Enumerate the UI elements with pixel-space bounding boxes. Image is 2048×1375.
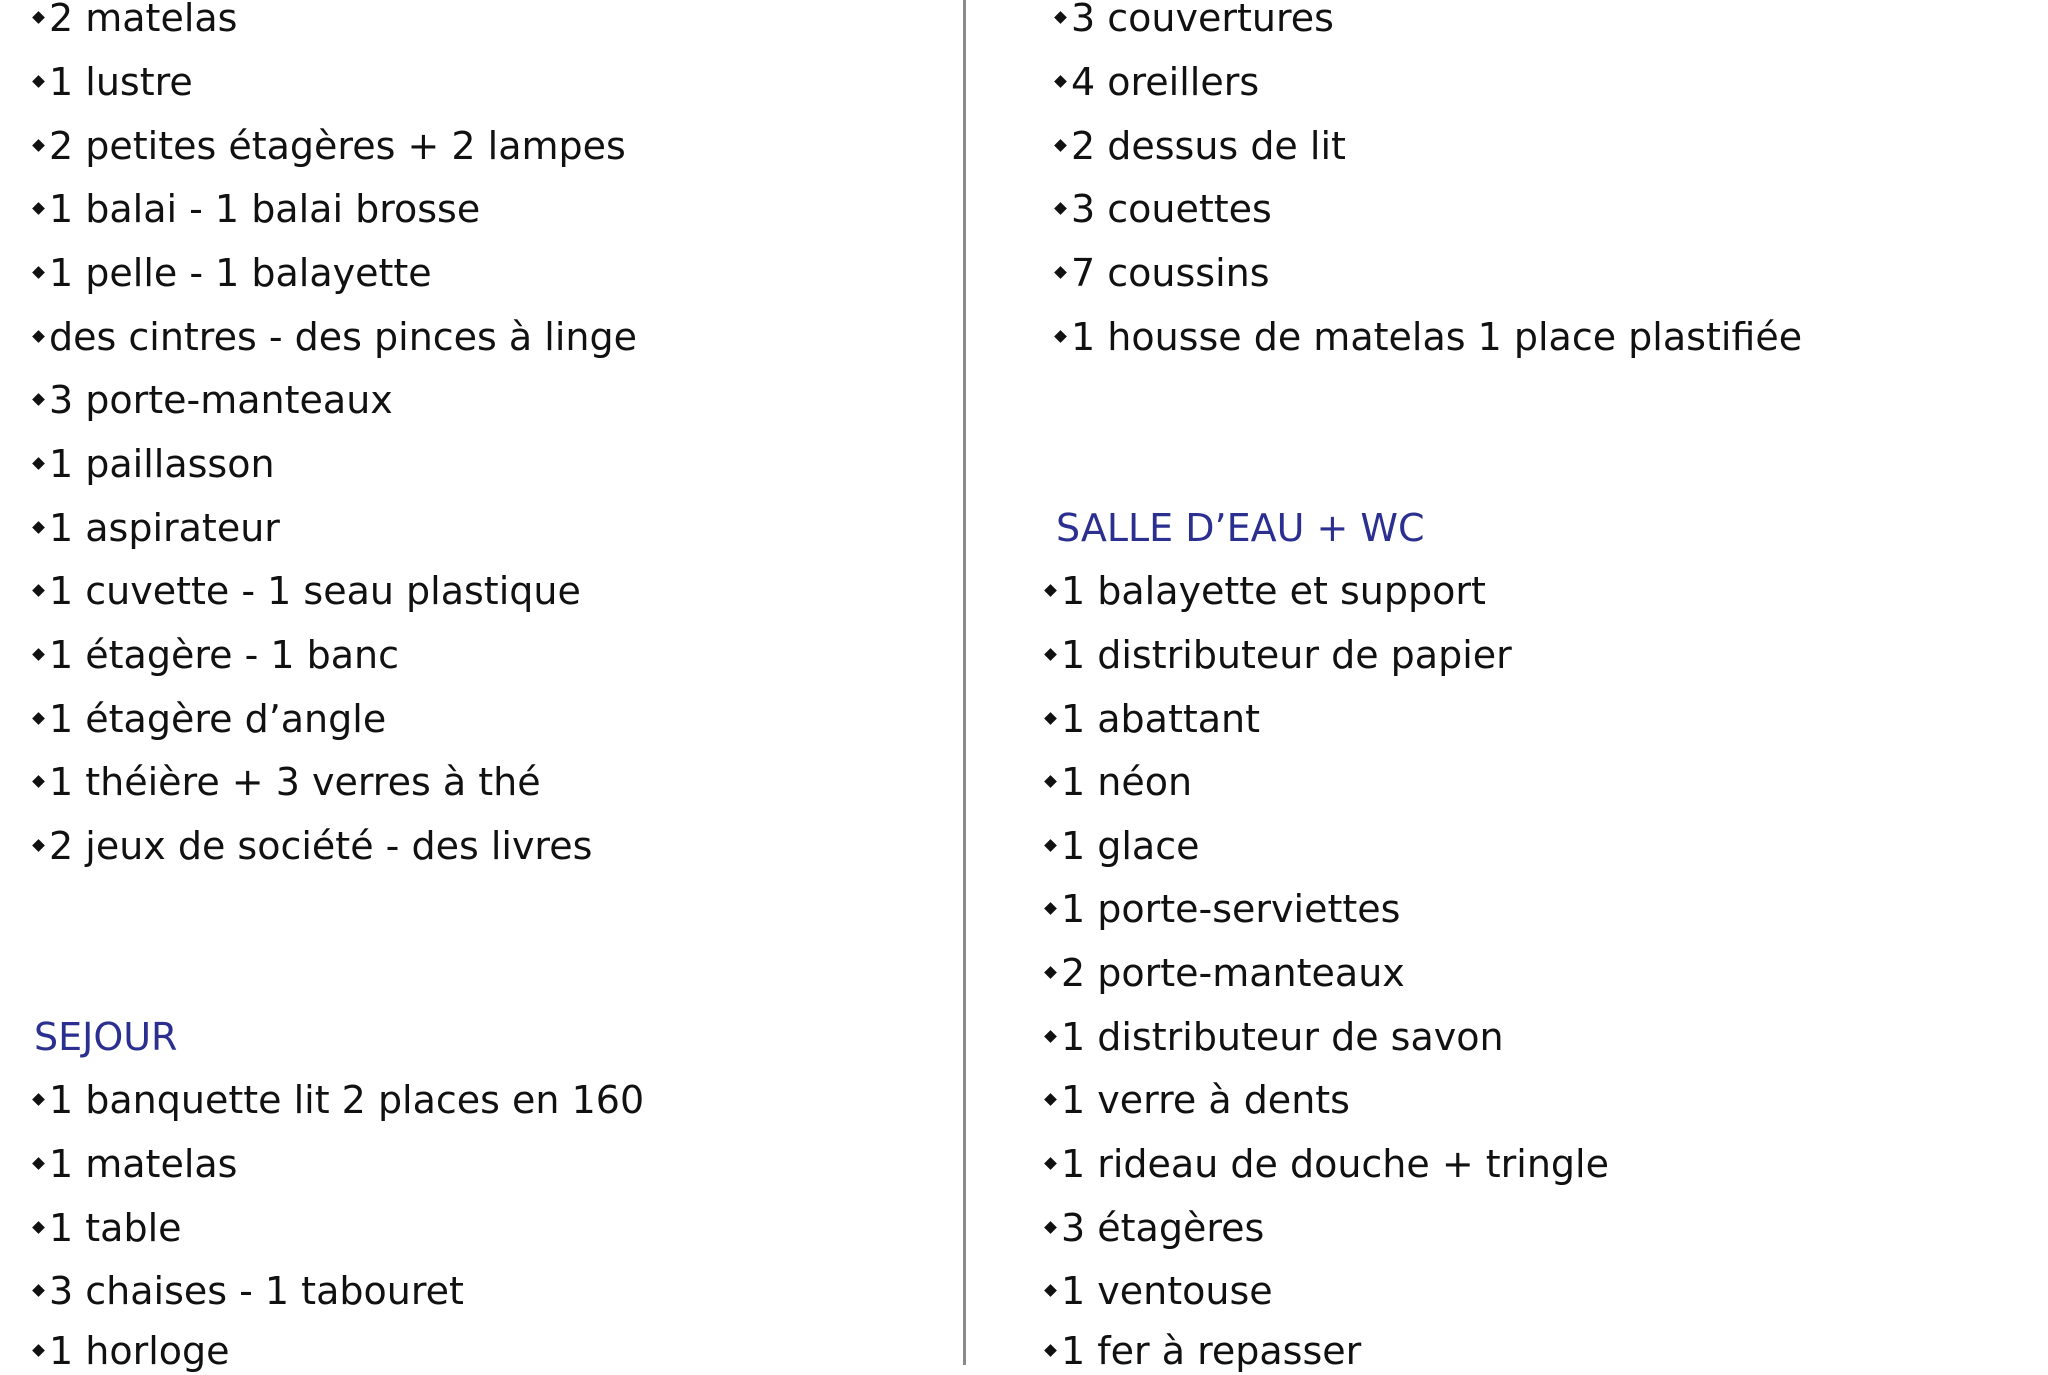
bullet-icon: [1044, 775, 1057, 788]
list-item: 1 glace: [1046, 822, 1200, 870]
bullet-icon: [1054, 202, 1067, 215]
bullet-icon: [32, 393, 45, 406]
bullet-icon: [32, 1157, 45, 1170]
list-item: 1 néon: [1046, 758, 1192, 806]
list-item: 3 chaises - 1 tabouret: [34, 1267, 464, 1315]
bullet-icon: [32, 457, 45, 470]
list-item: 1 distributeur de savon: [1046, 1013, 1504, 1061]
bullet-icon: [32, 1093, 45, 1106]
bullet-icon: [32, 712, 45, 725]
list-item: 3 étagères: [1046, 1204, 1264, 1252]
list-item: 1 horloge: [34, 1327, 230, 1375]
list-item: 2 porte-manteaux: [1046, 949, 1405, 997]
bullet-icon: [1044, 902, 1057, 915]
list-item: 1 lustre: [34, 58, 193, 106]
list-item: 1 table: [34, 1204, 182, 1252]
bullet-icon: [32, 75, 45, 88]
bullet-icon: [32, 648, 45, 661]
bullet-icon: [32, 139, 45, 152]
bullet-icon: [1044, 1157, 1057, 1170]
bullet-icon: [1054, 11, 1067, 24]
list-item: 1 abattant: [1046, 695, 1260, 743]
list-item: 1 cuvette - 1 seau plastique: [34, 567, 581, 615]
bullet-icon: [1054, 266, 1067, 279]
list-item: des cintres - des pinces à linge: [34, 313, 637, 361]
list-item: 1 matelas: [34, 1140, 237, 1188]
bullet-icon: [1044, 1344, 1057, 1357]
bullet-icon: [1054, 330, 1067, 343]
list-item: 1 paillasson: [34, 440, 275, 488]
bullet-icon: [1044, 712, 1057, 725]
section-heading-sejour: SEJOUR: [34, 1015, 178, 1059]
list-item: 1 balayette et support: [1046, 567, 1486, 615]
bullet-icon: [32, 202, 45, 215]
list-item: 3 porte-manteaux: [34, 376, 393, 424]
bullet-icon: [32, 11, 45, 24]
list-item: 2 jeux de société - des livres: [34, 822, 592, 870]
list-item: 3 couvertures: [1056, 0, 1334, 42]
bullet-icon: [1044, 1221, 1057, 1234]
list-item: 1 balai - 1 balai brosse: [34, 185, 480, 233]
list-item: 1 rideau de douche + tringle: [1046, 1140, 1609, 1188]
list-item: 1 fer à repasser: [1046, 1327, 1361, 1375]
list-item: 1 étagère d’angle: [34, 695, 386, 743]
list-item: 2 matelas: [34, 0, 237, 42]
section-heading-salle-d-eau: SALLE D’EAU + WC: [1056, 506, 1425, 550]
bullet-icon: [1044, 839, 1057, 852]
list-item: 1 porte-serviettes: [1046, 885, 1400, 933]
list-item: 7 coussins: [1056, 249, 1270, 297]
bullet-icon: [1044, 1030, 1057, 1043]
bullet-icon: [32, 1284, 45, 1297]
bullet-icon: [32, 775, 45, 788]
bullet-icon: [1044, 584, 1057, 597]
bullet-icon: [1044, 648, 1057, 661]
bullet-icon: [1054, 75, 1067, 88]
bullet-icon: [32, 839, 45, 852]
bullet-icon: [1054, 139, 1067, 152]
bullet-icon: [32, 1344, 45, 1357]
bullet-icon: [32, 266, 45, 279]
list-item: 1 pelle - 1 balayette: [34, 249, 432, 297]
list-item: 1 théière + 3 verres à thé: [34, 758, 541, 806]
list-item: 1 ventouse: [1046, 1267, 1273, 1315]
list-item: 1 étagère - 1 banc: [34, 631, 399, 679]
list-item: 1 banquette lit 2 places en 160: [34, 1076, 644, 1124]
bullet-icon: [32, 1221, 45, 1234]
bullet-icon: [32, 584, 45, 597]
list-item: 1 aspirateur: [34, 504, 280, 552]
column-divider: [963, 0, 966, 1365]
list-item: 2 dessus de lit: [1056, 122, 1346, 170]
list-item: 4 oreillers: [1056, 58, 1259, 106]
list-item: 1 housse de matelas 1 place plastifiée: [1056, 313, 1802, 361]
bullet-icon: [32, 330, 45, 343]
bullet-icon: [1044, 1284, 1057, 1297]
bullet-icon: [1044, 966, 1057, 979]
list-item: 2 petites étagères + 2 lampes: [34, 122, 626, 170]
list-item: 3 couettes: [1056, 185, 1272, 233]
bullet-icon: [1044, 1093, 1057, 1106]
list-item: 1 verre à dents: [1046, 1076, 1350, 1124]
bullet-icon: [32, 521, 45, 534]
list-item: 1 distributeur de papier: [1046, 631, 1512, 679]
